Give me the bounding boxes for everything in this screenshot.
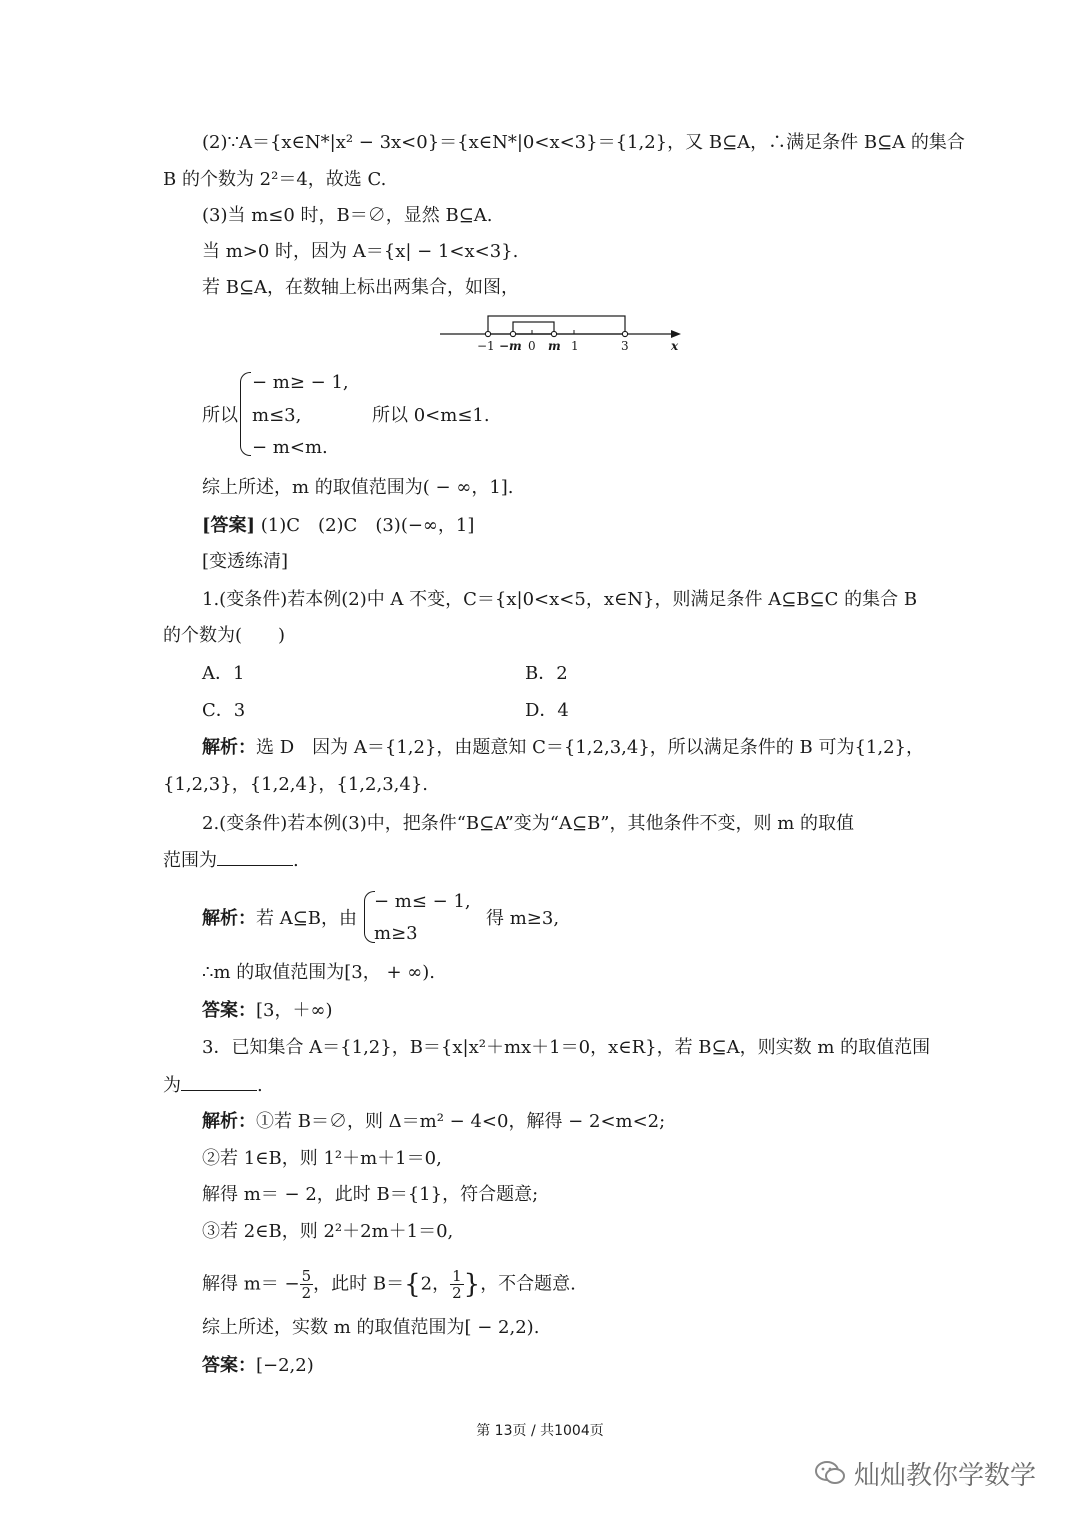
q2-line2-text: 范围为 [163,850,217,871]
q3-line1: 3．已知集合 A＝{1,2}，B＝{x|x²＋mx＋1＝0，x∈R}，若 B⊆A，则实数 m 的取值范围 [202,1037,931,1058]
q2-line2: 范围为 . [163,850,299,871]
q1-option-d: D．4 [525,700,569,721]
q2-answer-label: 答案： [202,1000,256,1021]
part2-line2: B 的个数为 2²＝4，故选 C. [163,169,387,190]
label-minus-one: −1 [477,339,495,353]
number-line-figure [435,310,695,358]
q3-line5-part-b: ，此时 B＝ [313,1273,405,1295]
fraction-one-half [450,1268,464,1301]
q3-set-a: 2， [420,1273,451,1295]
q2-system-eq1: − m≤ − 1, [374,891,471,912]
q2-solution-line1 [202,908,357,930]
q3-solution-text: ①若 B＝∅，则 Δ＝m² − 4<0，解得 − 2<m<2; [256,1111,666,1132]
q1-line2: 的个数为( ) [163,625,286,646]
frac1-num: 5 [301,1267,312,1285]
label-m: m [548,339,561,353]
point-minus-m [510,331,515,336]
q1-solution-text: 选 D 因为 A＝{1,2}，由题意知 C＝{1,2,3,4}，所以满足条件的 B 可为{1,2}， [256,737,924,758]
fraction-five-halves [300,1268,314,1301]
point-m [551,331,556,336]
q1-option-a: A．1 [202,663,245,684]
q2-line1: 2.(变条件)若本例(3)中，把条件“B⊆A”变为“A⊆B”，其他条件不变，则 m 的取值 [202,813,855,834]
q2-solution-line2: ∴m 的取值范围为[3， + ∞). [202,962,435,983]
q3-line5-part-c: ，不合题意. [480,1273,576,1295]
q3-answer-blank [181,1074,257,1091]
q2-solution-result: 得 m≥3, [486,908,560,929]
label-x: x [671,339,679,353]
q3-solution-line6: 综上所述，实数 m 的取值范围为[ − 2,2). [202,1317,540,1338]
wechat-icon [814,1459,846,1487]
system1-result: 所以 0<m≤1. [372,405,490,426]
label-one: 1 [571,339,579,353]
q2-answer-blank [217,849,293,866]
q3-line5-part-a: 解得 m＝ − [202,1273,300,1295]
q1-line1: 1.(变条件)若本例(2)中 A 不变，C＝{x|0<x<5，x∈N}，则满足条件 A⊆B⊆C 的集合 B [202,589,918,610]
q2-answer-line [202,1000,333,1022]
q2-solution-text: 若 A⊆B，由 [256,908,358,929]
answer1-text: (1)C (2)C (3)(−∞，1] [260,515,475,536]
label-three: 3 [621,339,629,353]
page-footer: 第 13页 / 共1004页 [476,1423,604,1439]
part3-line1: (3)当 m≤0 时，B＝∅，显然 B⊆A. [202,205,493,226]
q3-answer-line [202,1355,314,1377]
q3-line2-text: 为 [163,1075,181,1096]
system1-eq3: − m<m. [252,437,328,458]
set-a-bracket [488,316,625,334]
label-minus-m: −m [499,339,522,353]
summary1: 综上所述，m 的取值范围为( − ∞，1]. [202,477,514,498]
q1-solution-line1 [202,737,924,759]
point-three [622,331,627,336]
answer1-label: [答案] [202,515,256,536]
label-zero: 0 [528,339,536,353]
q3-solution-line3: 解得 m＝ − 2，此时 B＝{1}，符合题意; [202,1184,539,1205]
q1-solution-line2: {1,2,3}，{1,2,4}，{1,2,3,4}. [163,774,429,795]
q3-solution-line1 [202,1111,665,1133]
axis-arrow [671,330,681,338]
q2-solution-label: 解析： [202,908,256,929]
frac2-num: 1 [452,1267,462,1285]
q2-answer-text: [3，＋∞) [256,1000,333,1021]
q3-solution-line5: 解得 m＝ − $\frac{5}{2}$ ，此时 B＝{2， $\frac{1}{2}$ }，不合题意. [202,1267,576,1302]
frac2-den: 2 [452,1284,462,1302]
q1-solution-label: 解析： [202,737,256,758]
system1-brace [240,372,251,456]
answer1-line [202,515,474,537]
q3-line2: 为 . [163,1075,263,1096]
system1-eq1: − m≥ − 1, [252,372,349,393]
q3-answer-text: [−2,2) [256,1355,314,1376]
watermark-text: 灿灿教你学数学 [854,1461,1037,1491]
part3-line2: 当 m>0 时，因为 A＝{x| − 1<x<3}. [202,241,519,262]
system1-eq2: m≤3, [252,405,302,426]
q3-answer-label: 答案： [202,1355,256,1376]
q1-option-c: C．3 [202,700,246,721]
part3-line3: 若 B⊆A，在数轴上标出两集合，如图， [202,277,520,298]
q1-option-b: B．2 [525,663,568,684]
q3-solution-line4: ③若 2∈B，则 2²＋2m＋1＝0, [202,1221,454,1242]
frac1-den: 2 [301,1284,312,1302]
q3-solution-label: 解析： [202,1111,256,1132]
practice-header: [变透练清] [202,551,289,572]
part2-line1: (2)∵A＝{x∈N*|x² − 3x<0}＝{x∈N*|0<x<3}＝{1,2}，又 B⊆A，∴满足条件 B⊆A 的集合 [202,132,965,153]
system1-prefix: 所以 [202,405,238,426]
q3-solution-line2: ②若 1∈B，则 1²＋m＋1＝0, [202,1148,442,1169]
set-b-bracket [513,322,554,334]
point-minus-one [485,331,490,336]
q2-system-eq2: m≥3 [374,923,418,944]
